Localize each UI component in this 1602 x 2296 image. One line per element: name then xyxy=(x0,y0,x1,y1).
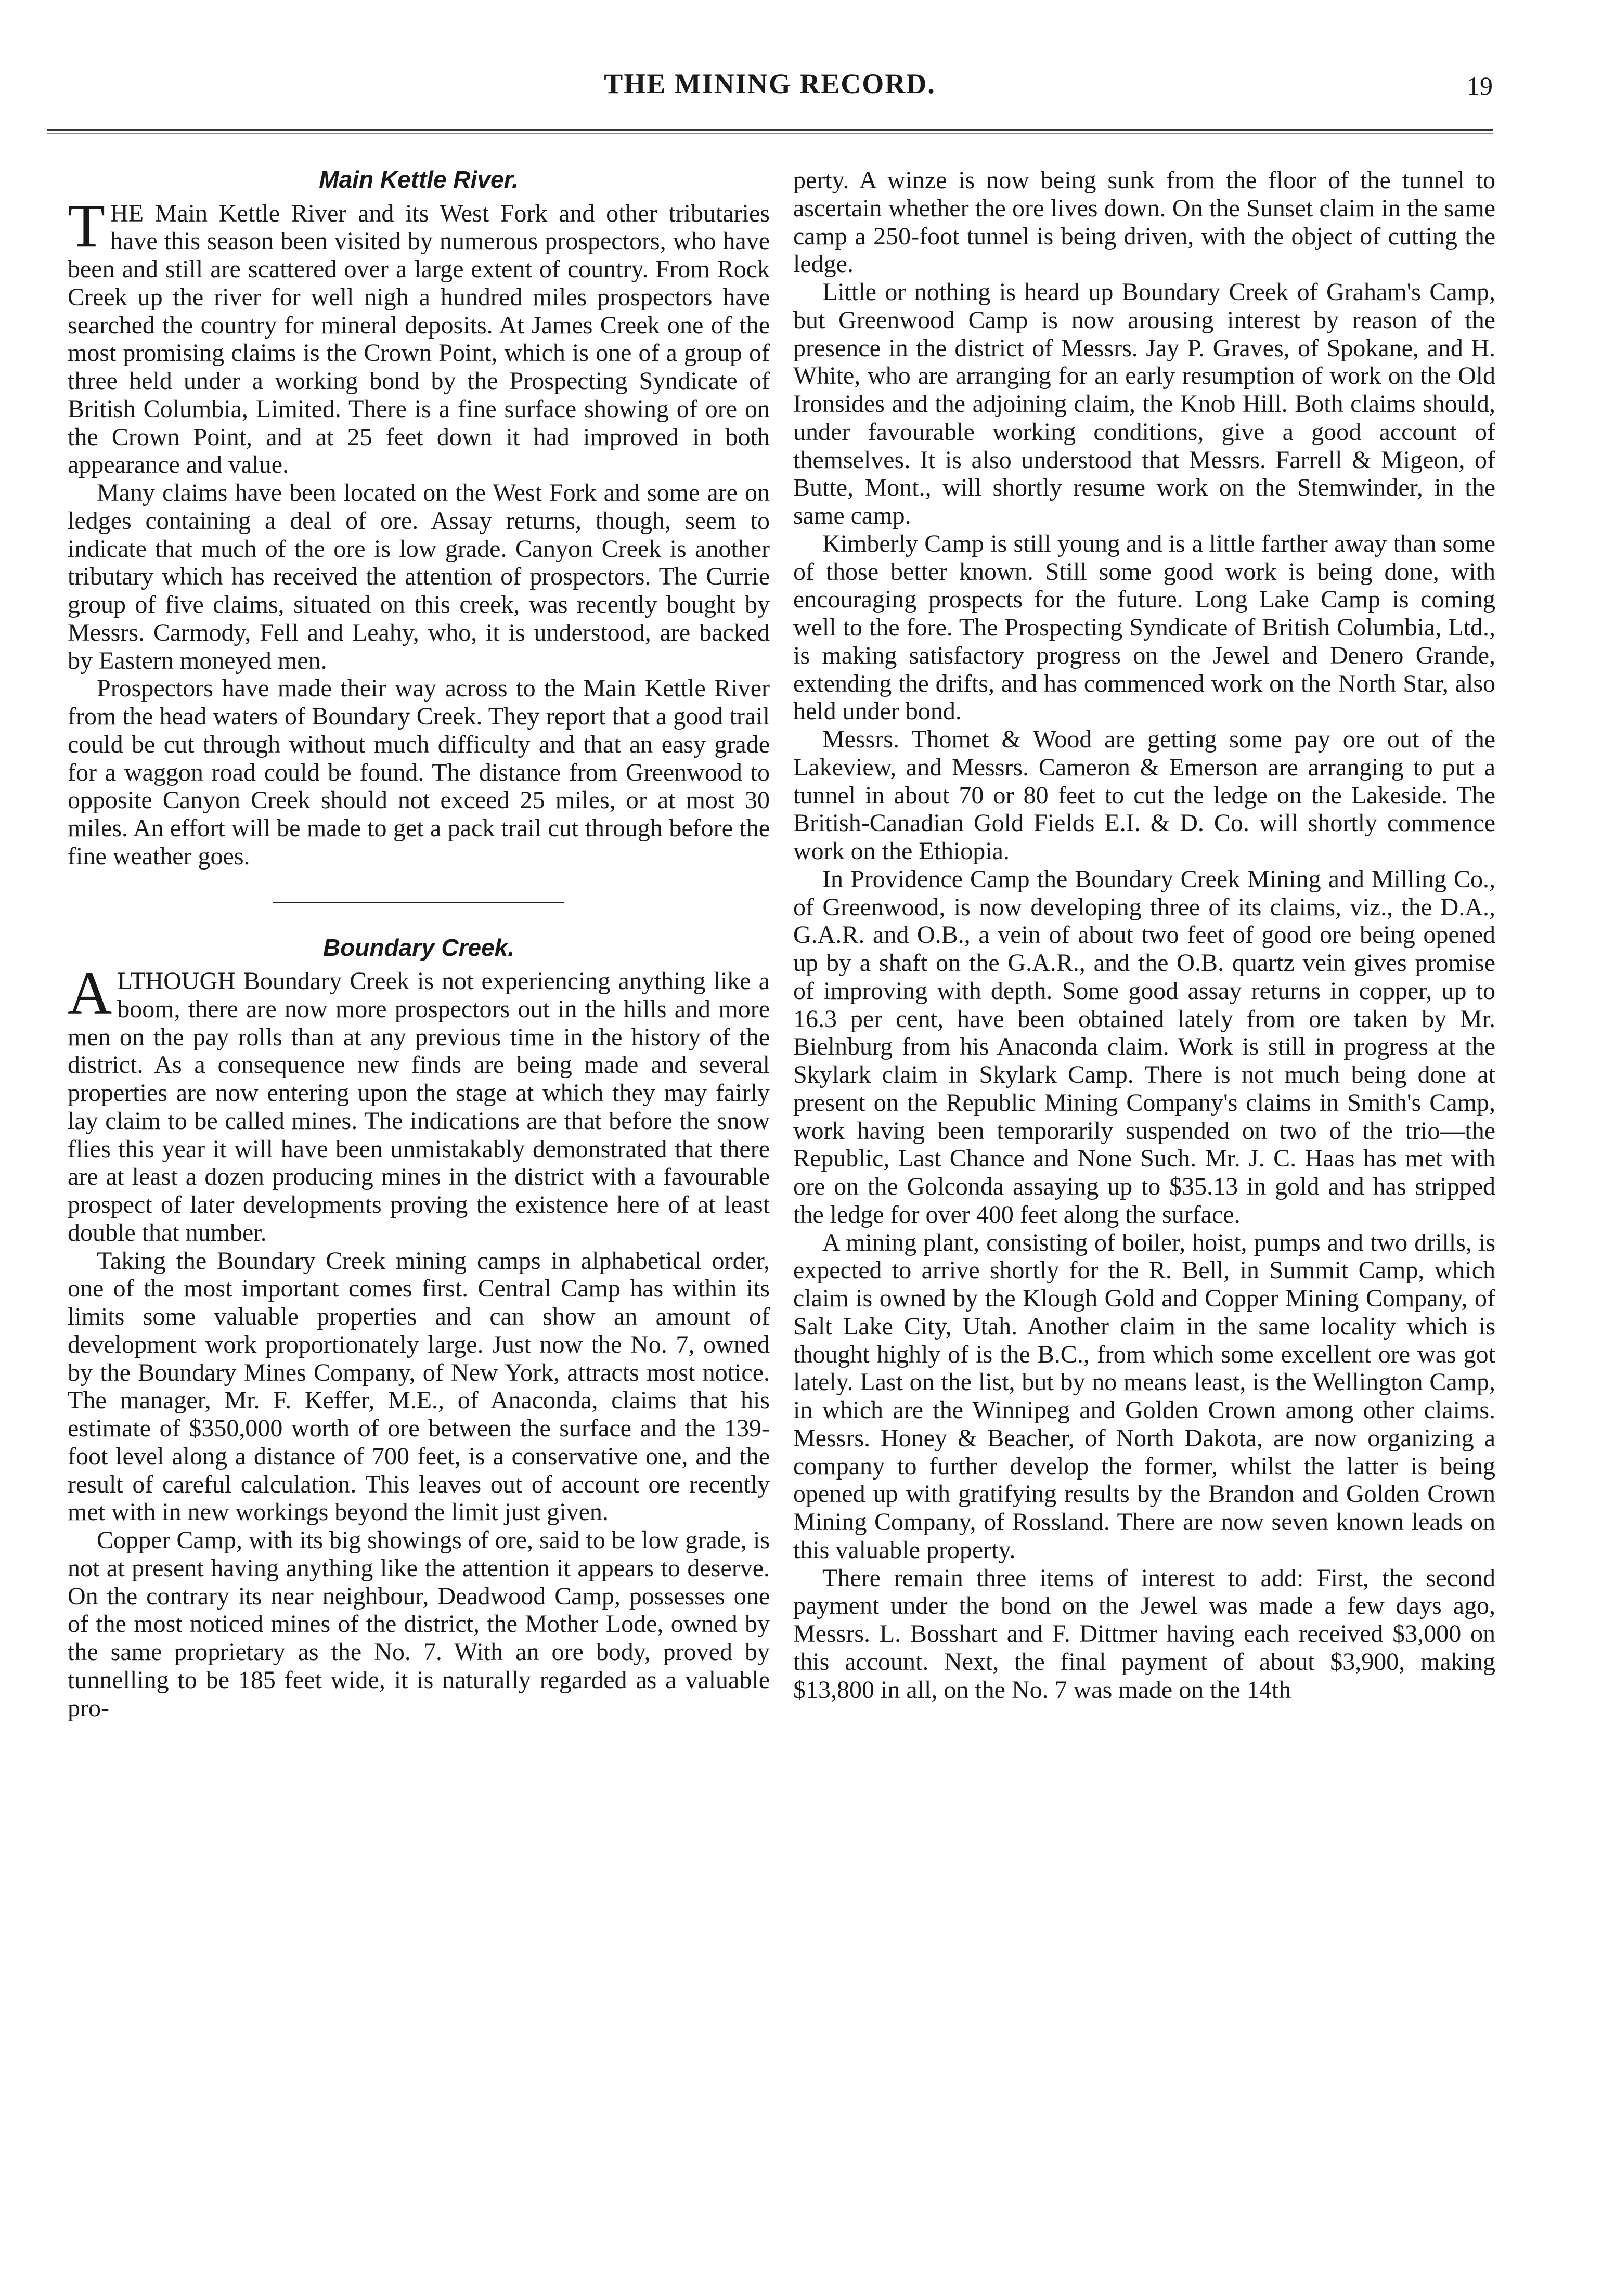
page-number: 19 xyxy=(1467,71,1493,100)
page-header xyxy=(47,68,1493,109)
drop-cap: T xyxy=(68,191,106,260)
paragraph: Messrs. Thomet & Wood are getting some pay ore out of the Lakeview, and Messrs. Cameron & Emerson are arranging to put a tunnel in about 70 or 80 feet to cut the ledge on the Lakeside. The British-Canadian Gold Fields E.I. & D. Co. will shortly commence work on the Ethiopia. xyxy=(793,725,1495,865)
right-column xyxy=(793,166,1495,2221)
paragraph: There remain three items of interest to add: First, the second payment under the bond on the Jewel was made a few days ago, Messrs. L. Bosshart and F. Dittmer having each received $3,000 on this account. Next, the final payment of about $3,900, making $13,800 in all, on the No. 7 was made on the 14th xyxy=(793,1564,1495,1704)
section-title-boundary: Boundary Creek. xyxy=(322,933,515,961)
section-title-main-kettle: Main Kettle River. xyxy=(319,166,519,193)
header-rule-thin xyxy=(47,133,1493,134)
header-rule xyxy=(47,129,1493,131)
paragraph: In Providence Camp the Boundary Creek Mining and Milling Co., of Greenwood, is now developing three of its claims, viz., the D.A., G.A.R. and O.B., a vein of about two feet of good ore being opened up by a shaft on the G.A.R., and the O.B. quartz vein gives promise of improving with depth. Some good assay returns in copper, up to 16.3 per cent, have been obtained lately from ore taken by Mr. Bielnburg from his Anaconda claim. Work is still in progress at the Skylark claim in Skylark Camp. There is not much being done at present on the Republic Mining Company's claims in Smith's Camp, work having been temporarily suspended on two of the trio—the Republic, Last Chance and None Such. Mr. J. C. Haas has met with ore on the Golconda assaying up to $35.13 in gold and has stripped the ledge for over 400 feet along the surface. xyxy=(793,865,1495,1228)
paragraph: Copper Camp, with its big showings of ore, said to be low grade, is not at present having anything like the attention it appears to deserve. On the contrary its near neighbour, Deadwood Camp, possesses one of the most noticed mines of the district, the Mother Lode, owned by the same proprietary as the No. 7. With an ore body, proved by tunnelling to be 185 feet wide, it is naturally regarded as a valuable pro- xyxy=(68,1526,770,1722)
journal-title: THE MINING RECORD. xyxy=(604,68,936,99)
paragraph: Taking the Boundary Creek mining camps in alphabetical order, one of the most important comes first. Central Camp has within its limits some valuable properties and can show an amount of development work proportionately large. Just now the No. 7, owned by the Boundary Mines Company, of New York, attracts most notice. The manager, Mr. F. Keffer, M.E., of Anaconda, claims that his estimate of $350,000 worth of ore between the surface and the 139-foot level along a distance of 700 feet, is a conservative one, and the result of careful calculation. This leaves out of account ore recently met with in new workings beyond the limit just given. xyxy=(68,1247,770,1526)
drop-cap: A xyxy=(68,959,112,1028)
paragraph: Little or nothing is heard up Boundary Creek of Graham's Camp, but Greenwood Camp is now arousing interest by reason of the presence in the district of Messrs. Jay P. Graves, of Spokane, and H. White, who are arranging for an early resumption of work on the Old Ironsides and the adjoining claim, the Knob Hill. Both claims should, under favourable working conditions, give a good account of themselves. It is also understood that Messrs. Farrell & Migeon, of Butte, Mont., will shortly resume work on the Stemwinder, in the same camp. xyxy=(793,278,1495,529)
paragraph: ALTHOUGH Boundary Creek is not experiencing anything like a boom, there are now more prospectors out in the hills and more men on the pay rolls than at any previous time in the history of the district. As a consequence new finds are being made and several properties are now entering upon the stage at which they may fairly lay claim to be called mines. The indications are that before the snow flies this year it will have been unmistakably demonstrated that there are at least a dozen producing mines in the district with a favourable prospect of later developments proving the existence here of at least double that number. xyxy=(68,959,770,1247)
section-separator xyxy=(273,902,564,903)
paragraph: Many claims have been located on the West Fork and some are on ledges containing a deal of ore. Assay returns, though, seem to indicate that much of the ore is low grade. Canyon Creek is another tributary which has received the attention of prospectors. The Currie group of five claims, situated on this creek, was recently bought by Messrs. Carmody, Fell and Leahy, who, it is understood, are backed by Eastern moneyed men. xyxy=(68,479,770,674)
left-column xyxy=(68,166,770,2221)
paragraph: Kimberly Camp is still young and is a little farther away than some of those better known. Still some good work is being done, with encouraging prospects for the future. Long Lake Camp is coming well to the fore. The Prospecting Syndicate of British Columbia, Ltd., is making satisfactory progress on the Jewel and Denero Grande, extending the drifts, and has commenced work on the North Star, also held under bond. xyxy=(793,529,1495,725)
paragraph: Prospectors have made their way across to the Main Kettle River from the head waters of Boundary Creek. They report that a good trail could be cut through without much difficulty and that an easy grade for a waggon road could be found. The distance from Greenwood to opposite Canyon Creek should not exceed 25 miles, or at most 30 miles. An effort will be made to get a pack trail cut through before the fine weather goes. xyxy=(68,674,770,870)
paragraph: A mining plant, consisting of boiler, hoist, pumps and two drills, is expected to arrive shortly for the R. Bell, in Summit Camp, which claim is owned by the Klough Gold and Copper Mining Company, of Salt Lake City, Utah. Another claim in the same locality which is thought highly of is the B.C., from which some excellent ore was got lately. Last on the list, but by no means least, is the Wellington Camp, in which are the Winnipeg and Golden Crown among other claims. Messrs. Honey & Beacher, of North Dakota, are now organizing a company to further develop the former, whilst the latter is being opened up with gratifying results by the Brandon and Golden Crown Mining Company, of Rossland. There are now seven known leads on this valuable property. xyxy=(793,1228,1495,1564)
paragraph: perty. A winze is now being sunk from the floor of the tunnel to ascertain whether the ore lives down. On the Sunset claim in the same camp a 250-foot tunnel is being driven, with the object of cutting the ledge. xyxy=(793,166,1495,278)
paragraph: THE Main Kettle River and its West Fork and other tributaries have this season been visited by numerous prospectors, who have been and still are scattered over a large extent of country. From Rock Creek up the river for well nigh a hundred miles prospectors have searched the country for mineral deposits. At James Creek one of the most promising claims is the Crown Point, which is one of a group of three held under a working bond by the Prospecting Syndicate of British Columbia, Limited. There is a fine surface showing of ore on the Crown Point, and at 25 feet down it had improved in both appearance and value. xyxy=(68,191,770,479)
